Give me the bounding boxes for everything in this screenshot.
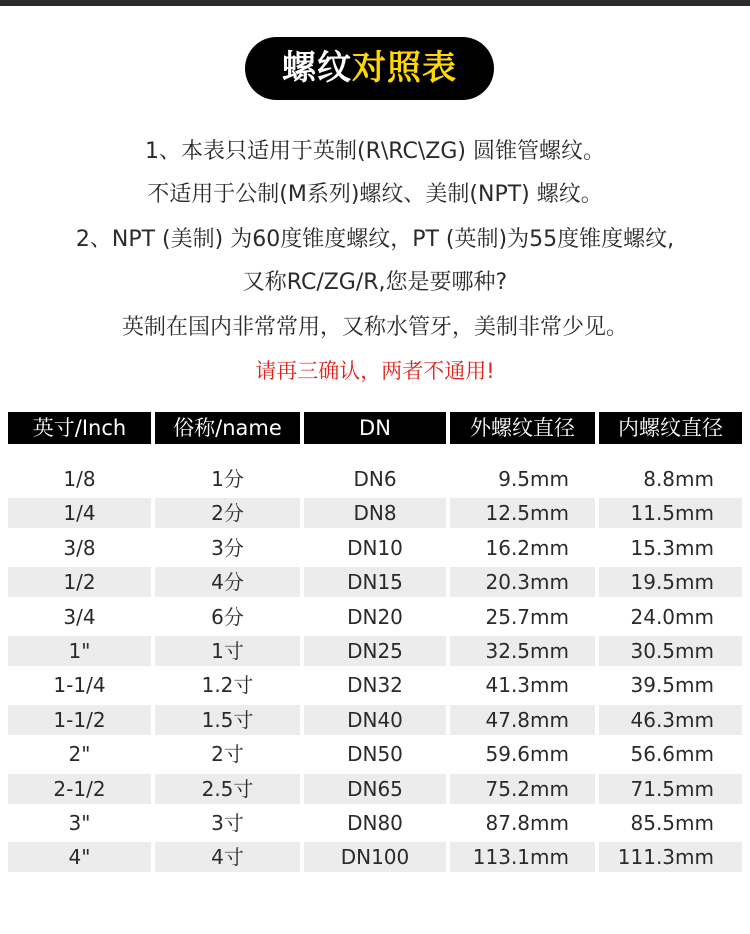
cell-inner-diameter: 19.5mm [599, 567, 742, 597]
cell-dn: DN6 [353, 467, 397, 491]
cell-outer-diameter: 87.8mm [485, 811, 569, 835]
cell-name: 1.2寸 [201, 673, 254, 697]
cell-inner-diameter: 11.5mm [599, 498, 742, 528]
cell-inner-diameter: 24.0mm [630, 605, 714, 629]
note-line-4: 又称RC/ZG/R,您是要哪种? [242, 270, 508, 295]
cell-dn: DN80 [347, 811, 403, 835]
cell-inner-diameter: 71.5mm [599, 774, 742, 804]
page-title [245, 37, 494, 100]
cell-dn: DN10 [347, 536, 403, 560]
cell-outer-diameter: 75.2mm [450, 774, 595, 804]
cell-outer-diameter: 32.5mm [450, 636, 595, 666]
cell-inch: 2" [68, 742, 91, 766]
cell-inner-diameter: 30.5mm [599, 636, 742, 666]
note-line-1: 1、本表只适用于英制(R\RC\ZG) 圆锥管螺纹。 [145, 139, 605, 164]
cell-inner-diameter: 39.5mm [630, 673, 714, 697]
cell-outer-diameter: 47.8mm [450, 705, 595, 735]
cell-name: 1寸 [155, 636, 300, 666]
cell-inch: 1-1/2 [8, 705, 151, 735]
header-inner-diameter: 内螺纹直径 [599, 412, 742, 444]
warning-text: 请再三确认，两者不通用! [255, 359, 495, 383]
cell-inch: 1/2 [8, 567, 151, 597]
cell-name: 2分 [155, 498, 300, 528]
cell-inch: 3/8 [63, 536, 96, 560]
cell-outer-diameter: 12.5mm [450, 498, 595, 528]
cell-dn: DN40 [304, 705, 446, 735]
cell-inner-diameter: 85.5mm [630, 811, 714, 835]
note-line-5: 英制在国内非常常用，又称水管牙，美制非常少见。 [121, 315, 628, 340]
cell-inch: 1/4 [8, 498, 151, 528]
cell-outer-diameter: 16.2mm [485, 536, 569, 560]
cell-outer-diameter: 41.3mm [485, 673, 569, 697]
cell-inch: 1-1/4 [53, 673, 106, 697]
cell-outer-diameter: 113.1mm [450, 842, 595, 872]
cell-name: 2寸 [211, 742, 244, 766]
cell-inner-diameter: 56.6mm [630, 742, 714, 766]
cell-name: 1.5寸 [155, 705, 300, 735]
cell-inch: 2-1/2 [8, 774, 151, 804]
title-part-yellow: 对照表 [352, 48, 457, 88]
note-line-2: 不适用于公制(M系列)螺纹、美制(NPT) 螺纹。 [147, 182, 603, 207]
cell-inch: 1/8 [63, 467, 96, 491]
cell-dn: DN65 [304, 774, 446, 804]
cell-inch: 3" [68, 811, 91, 835]
cell-dn: DN50 [347, 742, 403, 766]
cell-inner-diameter: 15.3mm [630, 536, 714, 560]
cell-dn: DN15 [304, 567, 446, 597]
cell-inner-diameter: 8.8mm [643, 467, 714, 491]
cell-dn: DN32 [347, 673, 403, 697]
header-name: 俗称/name [155, 412, 300, 444]
cell-inch: 4" [8, 842, 151, 872]
cell-outer-diameter: 59.6mm [485, 742, 569, 766]
cell-dn: DN25 [304, 636, 446, 666]
cell-name: 4分 [155, 567, 300, 597]
cell-dn: DN100 [304, 842, 446, 872]
note-line-3: 2、NPT (美制) 为60度锥度螺纹，PT (英制)为55度锥度螺纹, [75, 227, 675, 252]
header-outer-diameter: 外螺纹直径 [450, 412, 595, 444]
title-part-white: 螺纹 [282, 48, 352, 88]
top-bar [0, 0, 750, 6]
cell-inner-diameter: 111.3mm [599, 842, 742, 872]
cell-name: 4寸 [155, 842, 300, 872]
cell-name: 3寸 [211, 811, 244, 835]
cell-name: 6分 [211, 605, 244, 629]
cell-dn: DN8 [304, 498, 446, 528]
cell-name: 2.5寸 [155, 774, 300, 804]
cell-outer-diameter: 20.3mm [450, 567, 595, 597]
cell-name: 3分 [211, 536, 244, 560]
cell-inner-diameter: 46.3mm [599, 705, 742, 735]
header-inch: 英寸/Inch [8, 412, 151, 444]
cell-inch: 1" [8, 636, 151, 666]
cell-dn: DN20 [347, 605, 403, 629]
cell-inch: 3/4 [63, 605, 96, 629]
header-dn: DN [304, 412, 446, 444]
cell-name: 1分 [211, 467, 244, 491]
cell-outer-diameter: 25.7mm [485, 605, 569, 629]
cell-outer-diameter: 9.5mm [498, 467, 569, 491]
